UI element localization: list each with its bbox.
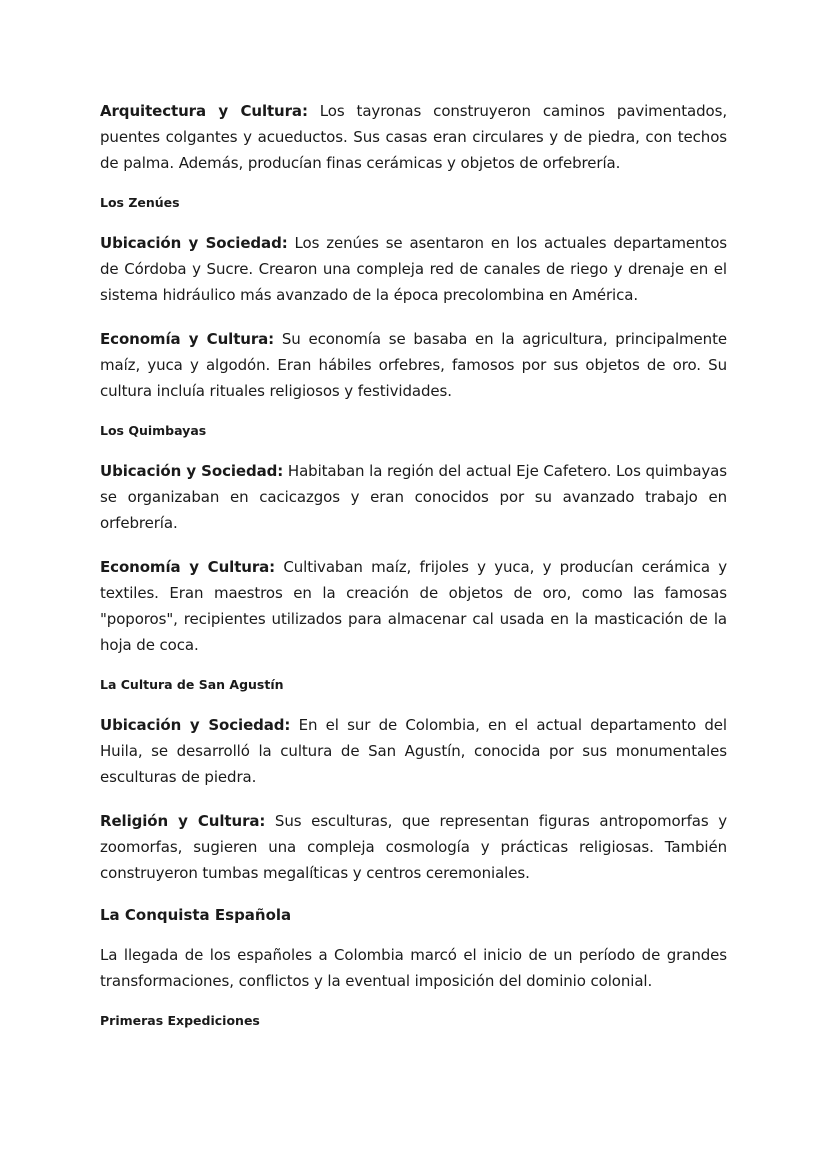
paragraph-quimbayas-location	[100, 458, 727, 536]
paragraph-label: Ubicación y Sociedad:	[100, 462, 284, 480]
heading-san-agustin: La Cultura de San Agustín	[100, 677, 284, 692]
paragraph-conquista-intro	[100, 942, 727, 994]
paragraph-zenues-economy	[100, 326, 727, 404]
paragraph-text: La llegada de los españoles a Colombia marcó el inicio de un período de grandes transformaciones, conflictos y la eventual imposición del dominio colonial.	[100, 946, 727, 990]
paragraph-san-agustin-location	[100, 712, 727, 790]
paragraph-text: Sus esculturas, que representan figuras antropomorfas y zoomorfas, sugieren una compleja cosmología y prácticas religiosas. También construyeron tumbas megalíticas y centros ceremoniales.	[100, 812, 727, 882]
paragraph-label: Economía y Cultura:	[100, 330, 275, 348]
paragraph-tayrona-architecture	[100, 98, 727, 176]
paragraph-quimbayas-economy	[100, 554, 727, 658]
heading-quimbayas: Los Quimbayas	[100, 423, 207, 438]
heading-conquista-espanola: La Conquista Española	[100, 906, 292, 924]
paragraph-san-agustin-religion	[100, 808, 727, 886]
paragraph-text: Su economía se basaba en la agricultura, principalmente maíz, yuca y algodón. Eran hábiles orfebres, famosos por sus objetos de oro. Su cultura incluía rituales religiosos y festividades.	[100, 330, 727, 400]
paragraph-text: Los zenúes se asentaron en los actuales departamentos de Córdoba y Sucre. Crearon una compleja red de canales de riego y drenaje en el sistema hidráulico más avanzado de la época precolombina en América.	[100, 234, 728, 304]
heading-primeras-expediciones: Primeras Expediciones	[100, 1013, 260, 1028]
document-page	[100, 98, 727, 1030]
paragraph-label: Religión y Cultura:	[100, 812, 266, 830]
paragraph-text: Cultivaban maíz, frijoles y yuca, y producían cerámica y textiles. Eran maestros en la creación de objetos de oro, como las famosas "poporos", recipientes utilizados para almacenar cal usada en la masticación de la hoja de coca.	[100, 558, 727, 654]
paragraph-label: Ubicación y Sociedad:	[100, 716, 291, 734]
paragraph-label: Ubicación y Sociedad:	[100, 234, 288, 252]
paragraph-text: Los tayronas construyeron caminos pavimentados, puentes colgantes y acueductos. Sus casas eran circulares y de piedra, con techos de palma. Además, producían finas cerámicas y objetos de orfebrería.	[100, 102, 727, 172]
paragraph-zenues-location	[100, 230, 727, 308]
paragraph-text: Habitaban la región del actual Eje Cafetero. Los quimbayas se organizaban en cacicazgos y eran conocidos por su avanzado trabajo en orfebrería.	[100, 462, 727, 532]
paragraph-label: Economía y Cultura:	[100, 558, 276, 576]
heading-zenues: Los Zenúes	[100, 195, 180, 210]
paragraph-text: En el sur de Colombia, en el actual departamento del Huila, se desarrolló la cultura de San Agustín, conocida por sus monumentales esculturas de piedra.	[100, 716, 727, 786]
paragraph-label: Arquitectura y Cultura:	[100, 102, 308, 120]
